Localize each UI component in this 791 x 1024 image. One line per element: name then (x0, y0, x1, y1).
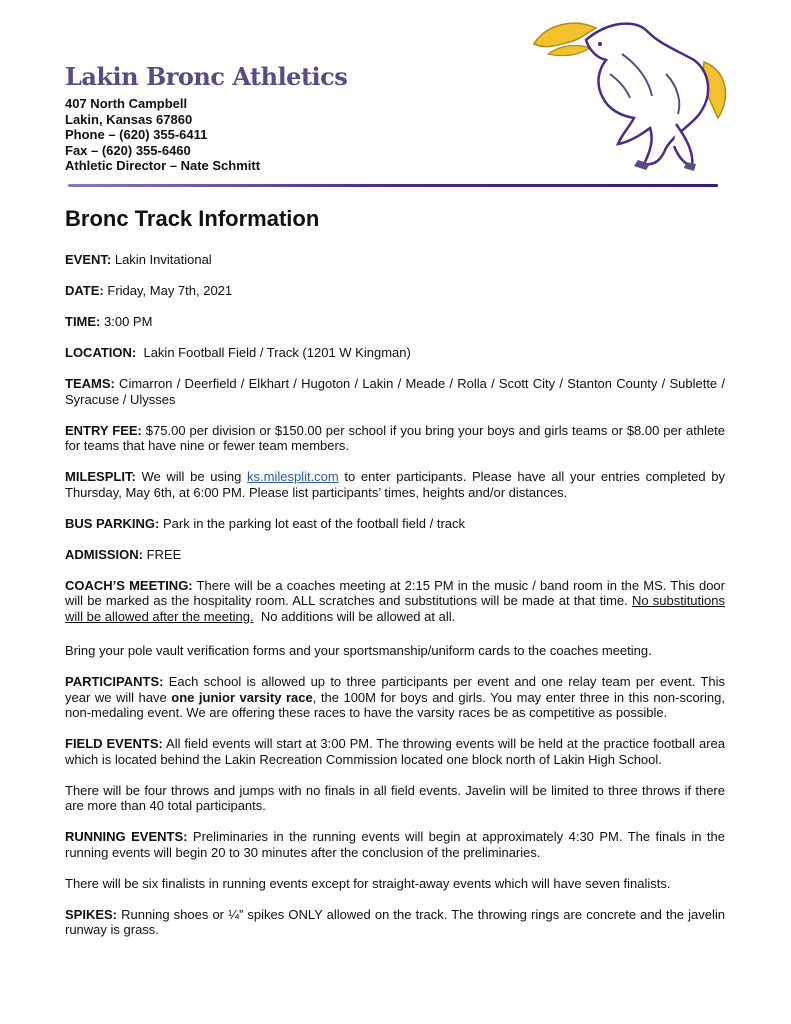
admission-value: FREE (143, 546, 182, 562)
participants-text-1: Each school is allowed up to three participants per event and one relay team per event. This year we will have (65, 674, 725, 705)
bus-parking-value: Park in the parking lot east of the football field / track (159, 515, 466, 531)
horse-body (586, 24, 708, 165)
contact-block (65, 96, 260, 174)
entry-fee-label: ENTRY FEE: (65, 422, 142, 438)
milesplit-text-before: We will be using (135, 469, 247, 484)
fax-line: Fax – (620) 355-6460 (65, 142, 191, 158)
document-title: Bronc Track Information (65, 206, 320, 231)
time-paragraph (65, 314, 725, 330)
admission-paragraph (65, 547, 725, 563)
address-line-1: 407 North Campbell (65, 96, 188, 111)
finalists-note: There will be six finalists in running events except for straight-away events which will have seven finalists. (65, 875, 671, 891)
document-body (65, 252, 725, 953)
coaches-meeting-after: No additions will be allowed at all. (253, 608, 456, 624)
running-events-label: RUNNING EVENTS: (65, 829, 188, 844)
time-label: TIME: (65, 314, 101, 329)
participants-paragraph (65, 674, 725, 721)
coaches-meeting-underlined: No substitutions will be allowed after the meeting. (65, 593, 725, 624)
bus-parking-paragraph (65, 516, 725, 532)
phone-line: Phone – (620) 355-6411 (65, 127, 208, 143)
field-events-value: All field events will start at 3:00 PM. The throwing events will be held at the practice football area which is located behind the Lakin Recreation Commission located one block north of Lakin High School. (65, 736, 725, 767)
running-events-value: Preliminaries in the running events will begin at approximately 4:30 PM. The finals in the running events will begin 20 to 30 minutes after the conclusion of the preliminaries. (65, 829, 725, 860)
entry-fee-value: $75.00 per division or $150.00 per school if you bring your boys and girls teams or $8.00 per athlete for teams that have nine or fewer team members. (65, 422, 725, 453)
event-paragraph (65, 252, 725, 268)
bus-parking-label: BUS PARKING: (65, 515, 160, 531)
location-label: LOCATION: (65, 345, 137, 360)
coaches-meeting-paragraph (65, 578, 725, 625)
date-paragraph (65, 283, 725, 299)
spikes-paragraph (65, 907, 725, 938)
date-value: Friday, May 7th, 2021 (103, 283, 233, 298)
header-divider (68, 184, 718, 187)
participants-label: PARTICIPANTS: (65, 674, 164, 689)
spikes-value: Running shoes or ¼” spikes ONLY allowed on the track. The throwing rings are concrete and the javelin runway is grass. (65, 906, 725, 937)
milesplit-paragraph (65, 469, 725, 500)
time-value: 3:00 PM (100, 314, 153, 329)
teams-paragraph (65, 376, 725, 407)
event-value: Lakin Invitational (111, 252, 212, 267)
mane-wisp (548, 46, 590, 56)
horse-eye (598, 42, 602, 46)
coaches-meeting-text: There will be a coaches meeting at 2:15 PM in the music / band room in the MS. This door will be marked as the hospitality room. ALL scratches and substitutions will be made at that time. (65, 577, 725, 608)
location-value: Lakin Football Field / Track (1201 W Kingman) (136, 345, 411, 360)
milesplit-link[interactable]: ks.milesplit.com (247, 469, 339, 484)
address-line-2: Lakin, Kansas 67860 (65, 111, 193, 127)
teams-value: Cimarron / Deerfield / Elkhart / Hugoton / Lakin / Meade / Rolla / Scott City / Stanton County / Sublette / Syracuse / Ulysses (65, 376, 725, 407)
pole-vault-note: Bring your pole vault verification forms and your sportsmanship/uniform cards to the coaches meeting. (65, 643, 652, 658)
location-paragraph (65, 345, 725, 361)
event-label: EVENT: (65, 252, 112, 267)
coaches-meeting-label: COACH’S MEETING: (65, 577, 193, 593)
throws-note: There will be four throws and jumps with no finals in all field events. Javelin will be limited to three throws if there are more than 40 total participants. (65, 782, 725, 813)
participants-text-2: , the 100M for boys and girls. You may enter three in this non-scoring, non-medaling event. We are offering these races to have the varsity races be as competitive as possible. (65, 689, 725, 720)
entry-fee-paragraph (65, 423, 725, 454)
participants-bold: one junior varsity race (171, 689, 313, 705)
spikes-label: SPIKES: (65, 906, 118, 922)
bronco-mascot-logo (526, 14, 736, 174)
field-events-label: FIELD EVENTS: (65, 736, 163, 751)
admission-label: ADMISSION: (65, 546, 143, 562)
teams-label: TEAMS: (65, 376, 115, 391)
field-events-paragraph (65, 736, 725, 767)
date-label: DATE: (65, 283, 104, 298)
milesplit-label: MILESPLIT: (65, 469, 136, 484)
org-title: Lakin Bronc Athletics (65, 62, 348, 91)
running-events-paragraph (65, 829, 725, 860)
milesplit-text-after: to enter participants. Please have all your entries completed by Thursday, May 6th, at 6:00 PM. Please list participants’ times, heights and/or distances. (65, 469, 725, 500)
hoof (684, 162, 696, 171)
director-line: Athletic Director – Nate Schmitt (65, 158, 261, 174)
